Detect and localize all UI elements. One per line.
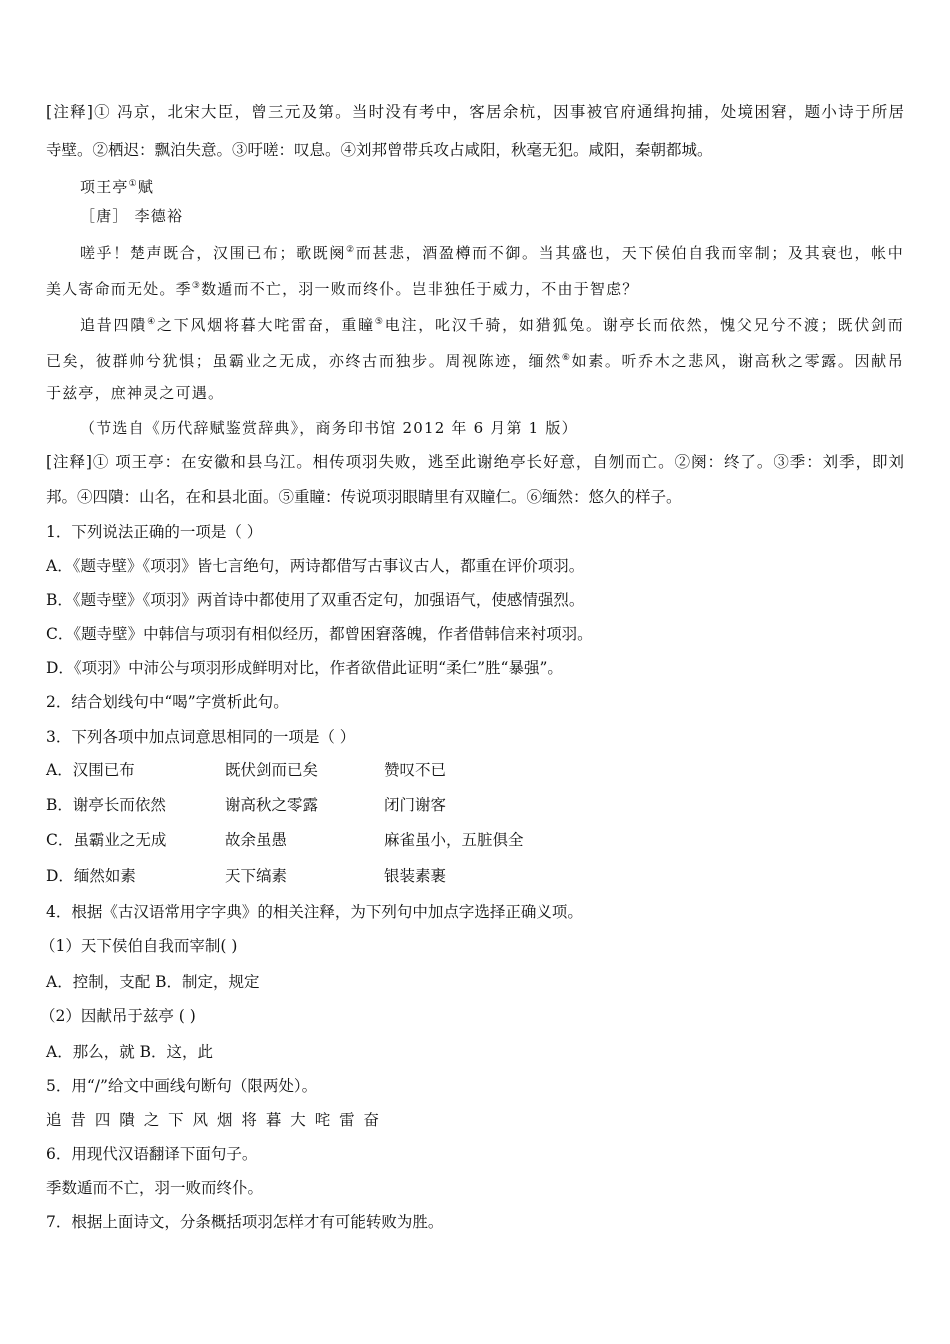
option-phrase: 麻雀虽小，五脏俱全	[384, 831, 524, 849]
option-d: D．《项羽》中沛公与项羽形成鲜明对比，作者欲借此证明“柔仁”胜“暴强”。	[46, 659, 563, 677]
question-stem: 1．下列说法正确的一项是（ ）	[46, 523, 263, 541]
text: 而甚悲，酒盈樽而不御。当其盛也，天下侯伯自我而宰制；及其衰也，帐中	[355, 244, 904, 262]
question-stem: 4．根据《古汉语常用字字典》的相关注释，为下列句中加点字选择正确义项。	[46, 903, 583, 921]
text: 追昔四隤	[80, 316, 148, 334]
option-phrase: 闭门谢客	[384, 796, 447, 814]
option-b: B．《题寺壁》《项羽》两首诗中都使用了双重否定句，加强语气，使感情强烈。	[46, 591, 585, 609]
poem-author: ［唐］ 李德裕	[80, 207, 184, 225]
option-a: A．《题寺壁》《项羽》皆七言绝句，两诗都借写古事议古人，都重在评价项羽。	[46, 557, 585, 575]
sentence-to-punctuate: 追 昔 四 隤 之 下 风 烟 将 暮 大 咤 雷 奋	[46, 1111, 382, 1129]
text: 数遁而不亡，羽一败而终仆。岂非独任于威力，不由于智虑？	[201, 280, 639, 298]
option-phrase: 天下缟素	[225, 867, 288, 885]
poem-title	[80, 174, 154, 197]
note-line: [注释]① 项王亭：在安徽和县乌江。相传项羽失败，逃至此谢绝亭长好意，自刎而亡。②阕：终了。③季：刘季，即刘	[46, 453, 904, 471]
option-phrase: 谢高秋之零露	[225, 796, 319, 814]
text: 之下风烟将暮大咤雷奋，重瞳	[156, 316, 375, 334]
text: 已矣，彼群帅兮犹惧；虽霸业之无成，亦终古而独步。周视陈迹，缅然	[46, 352, 562, 370]
poem-source: （节选自《历代辞赋鉴赏辞典》，商务印书馆 2012 年 6 月第 1 版）	[80, 419, 578, 437]
text: 如素。听乔木之悲风，谢高秋之零露。因献吊	[571, 352, 904, 370]
footnote-mark: ④	[147, 317, 157, 327]
option-row-c	[46, 830, 906, 850]
sub-question-1: （1）天下侯伯自我而宰制( )	[40, 937, 238, 955]
text: 电注，叱汉千骑，如猎狐兔。谢亭长而依然，愧父兄兮不渡；既伏剑而	[384, 316, 904, 334]
sentence-to-translate: 季数遁而不亡，羽一败而终仆。	[46, 1179, 264, 1197]
option-phrase: 赞叹不已	[384, 761, 447, 779]
note-line: [注释]① 冯京，北宋大臣，曾三元及第。当时没有考中，客居余杭，因事被官府通缉拘捕，处境困窘，题小诗于所居	[46, 103, 904, 121]
text: 美人寄命而无处。季	[46, 280, 192, 298]
footnote-mark: ⑥	[561, 353, 572, 363]
poem-line	[46, 276, 639, 299]
option-phrase: 银装素裹	[384, 867, 447, 885]
poem-line	[80, 240, 904, 263]
sub-question-2-options: A．那么，就 B．这，此	[46, 1043, 214, 1061]
note-line: 寺壁。②栖迟：飘泊失意。③吁嗟：叹息。④刘邦曾带兵攻占咸阳，秋毫无犯。咸阳，秦朝都城。	[46, 141, 713, 159]
title-text: 项王亭	[80, 178, 129, 196]
note-line: 邦。④四隤：山名，在和县北面。⑤重瞳：传说项羽眼睛里有双瞳仁。⑥缅然：悠久的样子。	[46, 488, 682, 506]
option-phrase: 故余虽愚	[225, 831, 288, 849]
sub-question-2: （2）因献吊于兹亭 ( )	[40, 1007, 196, 1025]
poem-line	[80, 312, 904, 335]
question-stem: 6．用现代汉语翻译下面句子。	[46, 1145, 258, 1163]
question-stem: 3．下列各项中加点词意思相同的一项是（ ）	[46, 728, 356, 746]
text: 嗟乎！楚声既合，汉围已布；歌既阕	[80, 244, 347, 262]
option-c: C．《题寺壁》中韩信与项羽有相似经历，都曾困窘落魄，作者借韩信来衬项羽。	[46, 625, 593, 643]
option-row-d	[46, 866, 906, 886]
footnote-mark: ③	[191, 281, 202, 291]
option-label: D．缅然如素	[46, 867, 136, 885]
poem-line: 于兹亭，庶神灵之可遇。	[46, 384, 225, 402]
question-7: 7．根据上面诗文，分条概括项羽怎样才有可能转败为胜。	[46, 1213, 444, 1231]
footnote-mark: ①	[128, 179, 138, 189]
footnote-mark: ⑤	[374, 317, 385, 327]
question-2: 2．结合划线句中“喝”字赏析此句。	[46, 693, 289, 711]
title-suffix: 赋	[137, 178, 155, 196]
option-phrase: 既伏剑而已矣	[225, 761, 319, 779]
poem-line	[46, 348, 904, 371]
question-stem: 5．用“/”给文中画线句断句（限两处）。	[46, 1077, 318, 1095]
option-row-a	[46, 760, 906, 780]
option-label: A．汉围已布	[46, 761, 135, 779]
footnote-mark: ②	[346, 245, 356, 255]
sub-question-1-options: A．控制，支配 B．制定，规定	[46, 973, 260, 991]
option-label: C．虽霸业之无成	[46, 831, 167, 849]
option-label: B．谢亭长而依然	[46, 796, 166, 814]
option-row-b	[46, 795, 906, 815]
